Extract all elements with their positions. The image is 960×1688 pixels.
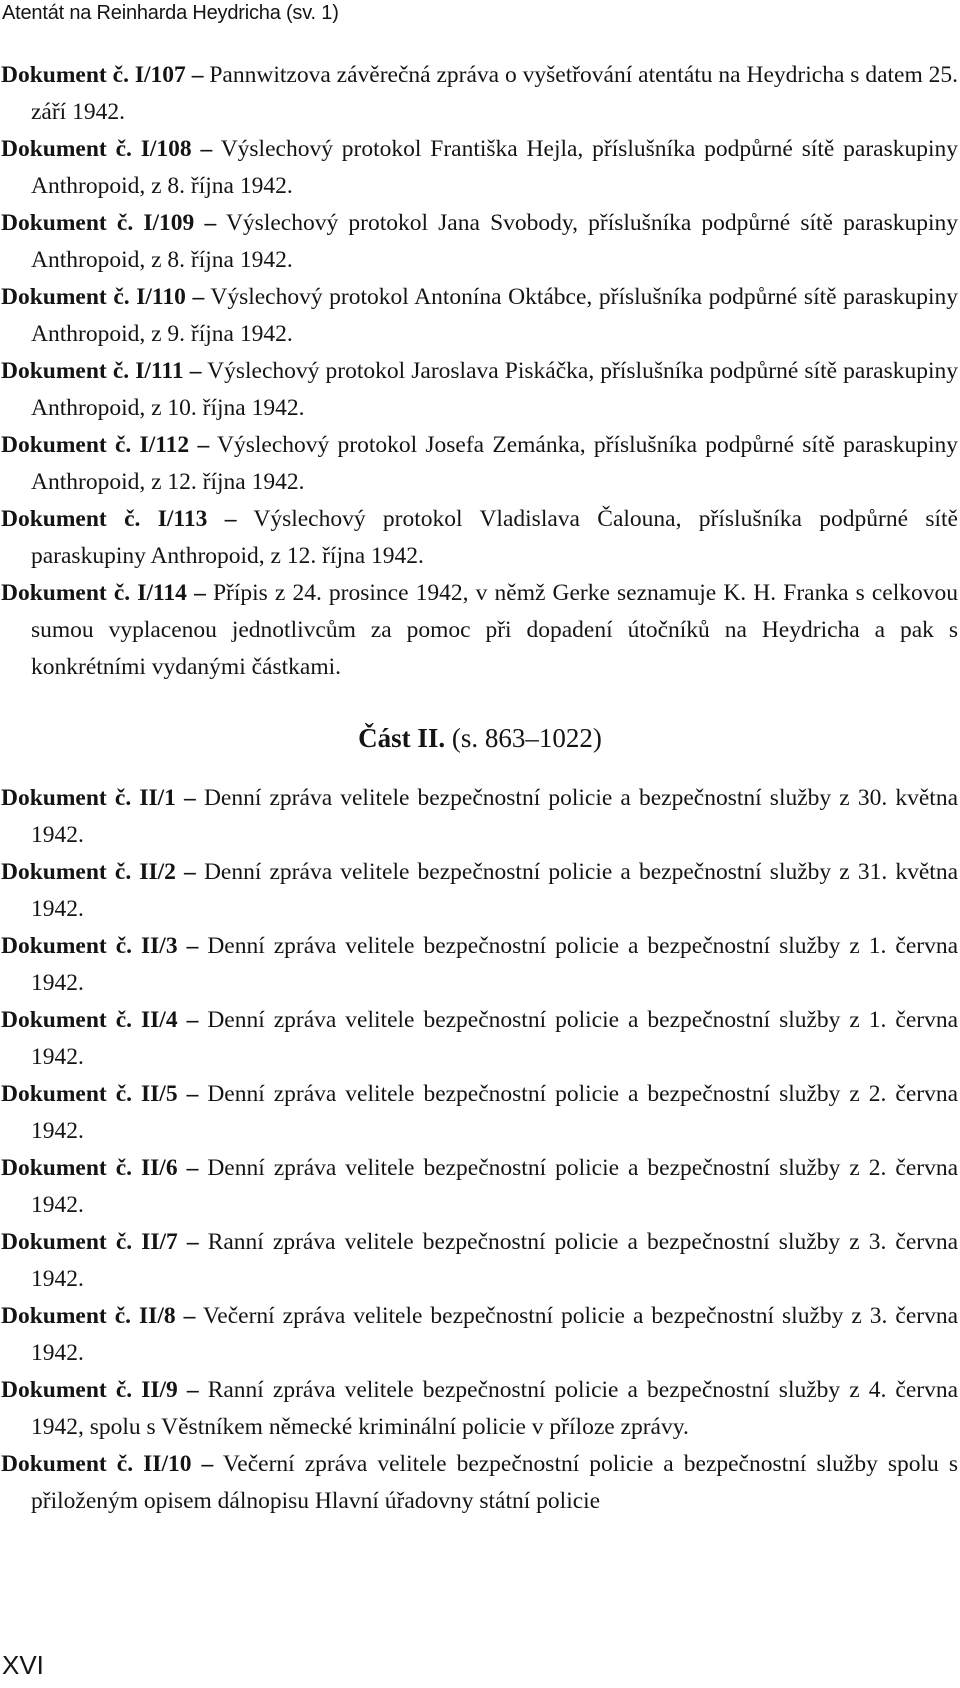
document-label: Dokument č. II/1: [1, 785, 176, 811]
document-entry: Dokument č. I/109 – Výslechový protokol Jana Svobody, příslušníka podpůrné sítě paraskupiny Anthropoid, z 8. října 1942.: [1, 210, 958, 273]
document-label: Dokument č. II/5: [1, 1081, 178, 1107]
document-description: Denní zpráva velitele bezpečnostní policie a bezpečnostní služby z 1. června 1942.: [31, 933, 959, 996]
document-entry: Dokument č. II/3 – Denní zpráva velitele bezpečnostní policie a bezpečnostní služby z 1. června 1942.: [1, 933, 959, 996]
document-entry: Dokument č. II/1 – Denní zpráva velitele bezpečnostní policie a bezpečnostní služby z 30. května 1942.: [1, 785, 959, 848]
document-description: Výslechový protokol Jana Svobody, příslušníka podpůrné sítě paraskupiny Anthropoid, z 8. října 1942.: [31, 210, 958, 273]
document-entry: Dokument č. II/7 – Ranní zpráva velitele bezpečnostní policie a bezpečnostní služby z 3. června 1942.: [1, 1229, 959, 1292]
running-header: Atentát na Reinharda Heydricha (sv. 1): [2, 2, 339, 24]
document-label: Dokument č. II/8: [1, 1303, 176, 1329]
document-entry: Dokument č. I/111 – Výslechový protokol Jaroslava Piskáčka, příslušníka podpůrné sítě paraskupiny Anthropoid, z 10. října 1942.: [1, 358, 959, 421]
page-number: XVI: [2, 1650, 44, 1680]
document-label: Dokument č. II/9: [1, 1377, 178, 1403]
document-label: Dokument č. I/107: [1, 62, 186, 88]
document-description: Denní zpráva velitele bezpečnostní policie a bezpečnostní služby z 31. května 1942.: [31, 859, 959, 922]
document-description: Výslechový protokol Antonína Oktábce, příslušníka podpůrné sítě paraskupiny Anthropoid, z 9. října 1942.: [31, 284, 958, 347]
document-label: Dokument č. I/111: [1, 358, 184, 384]
document-label: Dokument č. II/2: [1, 859, 176, 885]
section-title: Část II.: [358, 723, 446, 753]
document-label: Dokument č. I/113: [1, 506, 208, 532]
document-list-part-2: [1, 780, 958, 1520]
document-label: Dokument č. I/114: [1, 580, 187, 606]
document-description: Denní zpráva velitele bezpečnostní policie a bezpečnostní služby z 30. května 1942.: [31, 785, 959, 848]
document-description: Denní zpráva velitele bezpečnostní policie a bezpečnostní služby z 2. června 1942.: [31, 1155, 959, 1218]
document-description: Přípis z 24. prosince 1942, v němž Gerke seznamuje K. H. Franka s celkovou sumou vyplacenou jednotlivcům za pomoc při dopadení útočníků na Heydricha a pak s konkrétními vydanými částkami.: [31, 580, 959, 680]
section-heading: [0, 720, 960, 756]
document-entry: Dokument č. II/5 – Denní zpráva velitele bezpečnostní policie a bezpečnostní služby z 2. června 1942.: [1, 1081, 959, 1144]
document-label: Dokument č. II/7: [1, 1229, 178, 1255]
document-description: Denní zpráva velitele bezpečnostní policie a bezpečnostní služby z 1. června 1942.: [31, 1007, 959, 1070]
document-entry: Dokument č. I/112 – Výslechový protokol Josefa Zemánka, příslušníka podpůrné sítě paraskupiny Anthropoid, z 12. října 1942.: [1, 432, 959, 495]
document-entry: Dokument č. I/113 – Výslechový protokol Vladislava Čalouna, příslušníka podpůrné sítě paraskupiny Anthropoid, z 12. října 1942.: [1, 506, 958, 569]
document-description: Ranní zpráva velitele bezpečnostní policie a bezpečnostní služby z 4. června 1942, spolu s Věstníkem německé kriminální policie v příloze zprávy.: [31, 1377, 959, 1440]
document-description: Výslechový protokol Jaroslava Piskáčka, příslušníka podpůrné sítě paraskupiny Anthropoid, z 10. října 1942.: [31, 358, 959, 421]
document-entry: Dokument č. II/6 – Denní zpráva velitele bezpečnostní policie a bezpečnostní služby z 2. června 1942.: [1, 1155, 959, 1218]
document-description: Denní zpráva velitele bezpečnostní policie a bezpečnostní služby z 2. června 1942.: [31, 1081, 959, 1144]
document-entry: Dokument č. I/107 – Pannwitzova závěrečná zpráva o vyšetřování atentátu na Heydricha s datem 25. září 1942.: [1, 62, 959, 125]
document-entry: Dokument č. II/4 – Denní zpráva velitele bezpečnostní policie a bezpečnostní služby z 1. června 1942.: [1, 1007, 959, 1070]
document-entry: Dokument č. II/2 – Denní zpráva velitele bezpečnostní policie a bezpečnostní služby z 31. května 1942.: [1, 859, 959, 922]
document-entry: Dokument č. II/8 – Večerní zpráva velitele bezpečnostní policie a bezpečnostní služby z 3. června 1942.: [1, 1303, 959, 1366]
document-entry: Dokument č. I/108 – Výslechový protokol Františka Hejla, příslušníka podpůrné sítě paraskupiny Anthropoid, z 8. října 1942.: [1, 136, 959, 199]
document-entry: Dokument č. II/9 – Ranní zpráva velitele bezpečnostní policie a bezpečnostní služby z 4. června 1942, spolu s Věstníkem německé kriminální policie v příloze zprávy.: [1, 1377, 959, 1440]
document-description: Výslechový protokol Josefa Zemánka, příslušníka podpůrné sítě paraskupiny Anthropoid, z 12. října 1942.: [31, 432, 959, 495]
document-label: Dokument č. II/6: [1, 1155, 178, 1181]
document-entry: Dokument č. I/114 – Přípis z 24. prosince 1942, v němž Gerke seznamuje K. H. Franka s celkovou sumou vyplacenou jednotlivcům za pomoc při dopadení útočníků na Heydricha a pak s konkrétními vydanými částkami.: [1, 580, 959, 680]
document-label: Dokument č. I/110: [1, 284, 186, 310]
document-description: Večerní zpráva velitele bezpečnostní policie a bezpečnostní služby spolu s přiloženým opisem dálnopisu Hlavní úřadovny státní policie: [31, 1451, 958, 1514]
document-label: Dokument č. II/10: [1, 1451, 192, 1477]
document-label: Dokument č. II/4: [1, 1007, 178, 1033]
document-label: Dokument č. I/112: [1, 432, 190, 458]
document-description: Výslechový protokol Vladislava Čalouna, příslušníka podpůrné sítě paraskupiny Anthropoid, z 12. října 1942.: [31, 506, 958, 569]
document-list-part-1: [1, 57, 958, 686]
document-label: Dokument č. II/3: [1, 933, 178, 959]
document-label: Dokument č. I/109: [1, 210, 195, 236]
document-entry: Dokument č. I/110 – Výslechový protokol Antonína Oktábce, příslušníka podpůrné sítě paraskupiny Anthropoid, z 9. října 1942.: [1, 284, 958, 347]
section-page-range: (s. 863–1022): [451, 723, 602, 753]
document-description: Pannwitzova závěrečná zpráva o vyšetřování atentátu na Heydricha s datem 25. září 1942.: [31, 62, 959, 125]
document-description: Večerní zpráva velitele bezpečnostní policie a bezpečnostní služby z 3. června 1942.: [31, 1303, 959, 1366]
document-description: Výslechový protokol Františka Hejla, příslušníka podpůrné sítě paraskupiny Anthropoid, z 8. října 1942.: [31, 136, 959, 199]
document-description: Ranní zpráva velitele bezpečnostní policie a bezpečnostní služby z 3. června 1942.: [31, 1229, 959, 1292]
document-label: Dokument č. I/108: [1, 136, 192, 162]
document-entry: Dokument č. II/10 – Večerní zpráva velitele bezpečnostní policie a bezpečnostní služby spolu s přiloženým opisem dálnopisu Hlavní úřadovny státní policie: [1, 1451, 958, 1514]
